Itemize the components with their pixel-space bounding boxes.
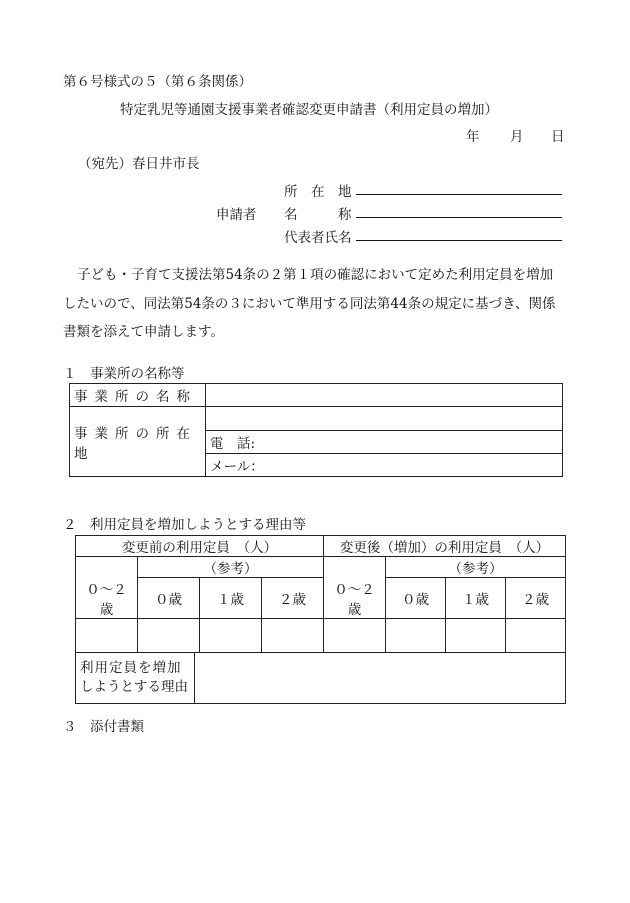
document-title: 特定乳児等通園支援事業者確認変更申請書（利用定員の増加） — [120, 102, 498, 118]
before-age-0-header: ０歳 — [138, 578, 200, 619]
name-label: 名 称 — [284, 207, 352, 223]
representative-label: 代表者氏名 — [284, 230, 352, 246]
before-age-0-2-header: ０～２歳 — [76, 578, 138, 619]
after-reference-label: （参考） — [386, 557, 566, 578]
body-text-line3: 書類を添えて申請します。 — [63, 324, 224, 340]
form-number: 第６号様式の５（第６条関係） — [63, 74, 252, 90]
phone-label[interactable]: 電 話: — [206, 431, 563, 454]
after-age-1-value[interactable] — [446, 618, 506, 652]
representative-field[interactable] — [356, 240, 562, 241]
reason-label — [76, 653, 195, 703]
before-age-2-value[interactable] — [262, 618, 324, 652]
body-text-line1: 子ども・子育て支援法第54条の２第１項の確認において定めた利用定員を増加 — [77, 267, 554, 283]
after-age-0-value[interactable] — [386, 618, 446, 652]
facility-location-cell[interactable] — [206, 407, 563, 431]
reason-label-line1: 利用定員を増加 — [80, 659, 182, 676]
before-age-0-value[interactable] — [138, 618, 200, 652]
before-capacity-header: 変更前の利用定員 （人） — [76, 536, 324, 557]
address-label: 所 在 地 — [284, 184, 352, 200]
section1-heading: １ 事業所の名称等 — [63, 366, 185, 382]
before-reference-label: （参考） — [138, 557, 324, 578]
before-age-2-header: ２歳 — [262, 578, 324, 619]
after-age-2-value[interactable] — [506, 618, 566, 652]
facility-location-label: 事業所の所在地 — [70, 407, 206, 477]
body-text-line2: したいので、同法第54条の３において準用する同法第44条の規定に基づき、関係 — [63, 296, 556, 312]
address-field[interactable] — [356, 194, 562, 195]
date-day-label: 日 — [551, 129, 565, 145]
section2-heading: ２ 利用定員を増加しようとする理由等 — [63, 517, 306, 533]
email-label[interactable]: メール： — [206, 454, 563, 477]
reason-field[interactable] — [195, 653, 565, 703]
before-age-0-2-value[interactable] — [76, 618, 138, 652]
after-age-2-header: ２歳 — [506, 578, 566, 619]
facility-name-cell[interactable] — [206, 384, 563, 407]
reason-label-line2: しようとする理由 — [80, 678, 188, 695]
facility-name-label: 事業所の名称 — [70, 384, 206, 407]
after-age-0-2-value[interactable] — [324, 618, 386, 652]
before-age-1-header: １歳 — [200, 578, 262, 619]
addressee: （宛先）春日井市長 — [78, 156, 200, 172]
after-age-0-2-header: ０～２歳 — [324, 578, 386, 619]
date-month-label: 月 — [510, 129, 524, 145]
name-field[interactable] — [356, 217, 562, 218]
after-age-1-header: １歳 — [446, 578, 506, 619]
section3-heading: ３ 添付書類 — [63, 719, 144, 735]
before-age-1-value[interactable] — [200, 618, 262, 652]
date-year-label: 年 — [466, 129, 480, 145]
after-capacity-header: 変更後（増加）の利用定員 （人） — [324, 536, 566, 557]
reason-row — [76, 652, 566, 703]
facility-table — [69, 383, 563, 477]
after-age-0-header: ０歳 — [386, 578, 446, 619]
applicant-label: 申請者 — [216, 207, 257, 223]
capacity-table — [75, 535, 566, 704]
